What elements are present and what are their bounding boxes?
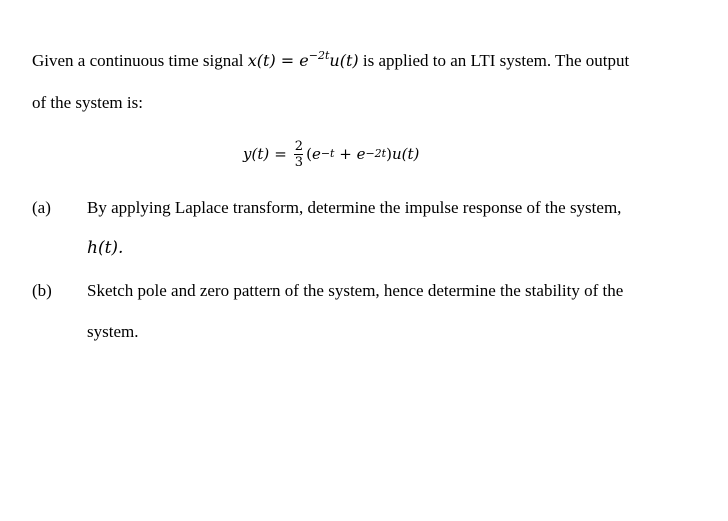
equals-sign: = xyxy=(274,145,287,163)
input-signal-formula xyxy=(248,51,359,70)
intro-line-1 xyxy=(32,50,629,72)
fraction xyxy=(294,139,304,170)
fraction-numerator: 2 xyxy=(294,138,304,154)
output-equation: y(t) = $\frac{2}{3}$ ( e −t + e −2t ) u(t) xyxy=(243,138,420,170)
close-paren: ) xyxy=(386,145,392,163)
input-signal-exponent: −2t xyxy=(308,49,330,62)
input-signal-equals: = xyxy=(275,51,300,70)
open-paren: ( xyxy=(306,145,312,163)
intro-text-end: is applied to an LTI system. The output xyxy=(358,51,630,70)
input-signal-lhs: x(t) xyxy=(247,51,276,70)
fraction-denominator: 3 xyxy=(294,154,304,170)
term1-base: e xyxy=(311,145,321,163)
term2-base: e xyxy=(356,145,366,163)
question-a-label: (a) xyxy=(32,198,51,217)
question-b-label: (b) xyxy=(32,281,52,300)
intro-line-2: of the system is: xyxy=(32,93,143,112)
question-a-text-line-2: h(t). xyxy=(87,238,124,258)
output-step: u(t) xyxy=(391,145,420,163)
input-signal-base: e xyxy=(299,51,309,70)
plus-sign: + xyxy=(334,145,357,163)
question-b-text-line-1: Sketch pole and zero pattern of the system, hence determine the stability of the xyxy=(87,281,624,300)
intro-text-start: Given a continuous time signal xyxy=(32,51,248,70)
question-b-text-line-2: system. xyxy=(87,322,139,341)
output-lhs: y(t) xyxy=(243,145,270,163)
question-a-text-line-1: By applying Laplace transform, determine the impulse response of the system, xyxy=(87,198,622,217)
input-signal-step: u(t) xyxy=(329,51,359,70)
